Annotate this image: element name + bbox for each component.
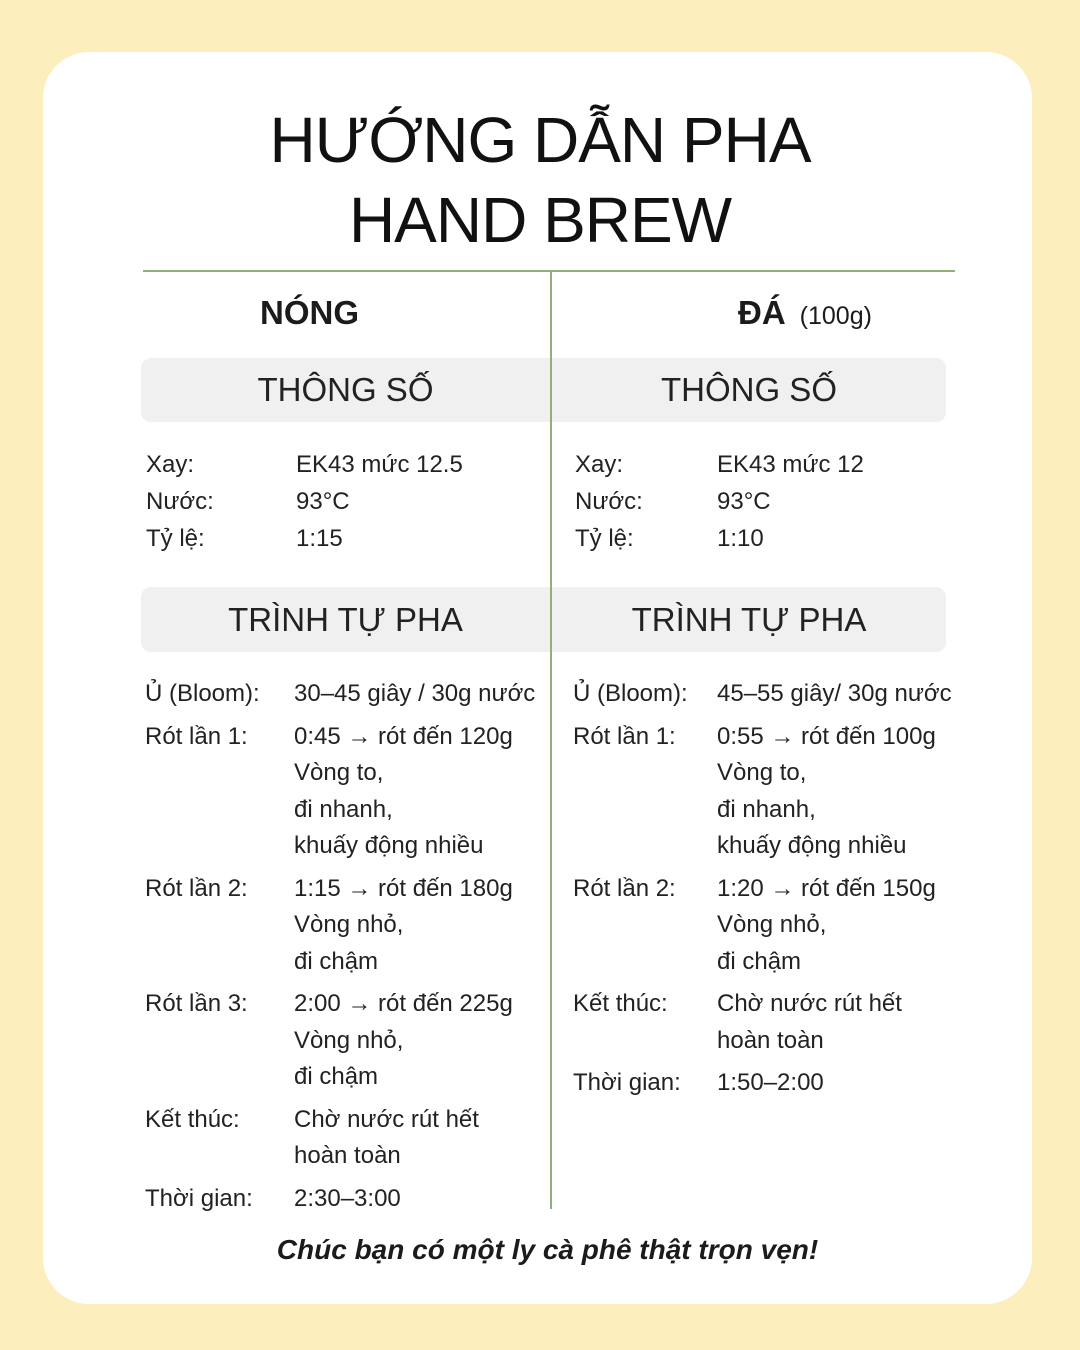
hot-step-label: Ủ (Bloom): — [145, 680, 260, 707]
iced-spec-label: Xay: — [575, 451, 624, 478]
iced-step-row — [573, 676, 952, 713]
hot-step-line: hoàn toàn — [294, 1142, 401, 1169]
iced-step-label: Rót lần 2: — [573, 874, 676, 902]
iced-heading-label: ĐÁ — [738, 294, 786, 331]
hot-step-detail — [294, 1102, 545, 1175]
hot-step-line: đi nhanh, — [294, 795, 393, 823]
iced-step-line: 1:20 → rót đến 150g — [717, 874, 936, 902]
iced-step-detail — [717, 986, 948, 1059]
hot-spec-value: EK43 mức 12.5 — [296, 451, 463, 478]
hot-spec-value: 1:15 — [296, 525, 343, 552]
hot-step-label: Kết thúc: — [145, 1105, 240, 1133]
hot-step-line: 2:00 → rót đến 225g — [294, 990, 513, 1017]
iced-spec-value: EK43 mức 12 — [717, 451, 864, 478]
iced-steps-list — [573, 676, 952, 1108]
title-line-2: HAND BREW — [348, 184, 732, 256]
hot-step-detail — [294, 871, 545, 981]
hot-step-line: Vòng to, — [294, 759, 384, 786]
hot-step-line: khuấy động nhiều — [294, 832, 484, 859]
hot-step-line: 1:15 → rót đến 180g — [294, 874, 513, 902]
hot-spec-value: 93°C — [296, 488, 350, 515]
iced-step-label: Ủ (Bloom): — [573, 680, 688, 707]
iced-step-row — [573, 871, 948, 981]
iced-spec-value: 93°C — [717, 488, 771, 515]
hot-steps-list — [145, 676, 545, 1223]
hot-specs-title: THÔNG SỐ — [141, 358, 550, 422]
hot-spec-label: Xay: — [146, 451, 195, 478]
hot-step-line: 2:30–3:00 — [294, 1184, 401, 1212]
iced-spec-row — [575, 446, 945, 483]
page-title — [0, 100, 1080, 260]
hot-spec-row — [146, 520, 546, 557]
iced-spec-label: Nước: — [575, 488, 643, 515]
iced-step-line: Vòng to, — [717, 759, 807, 786]
hot-step-label: Rót lần 1: — [145, 722, 248, 750]
hot-step-label: Rót lần 2: — [145, 874, 248, 902]
hot-step-line: đi chậm — [294, 1063, 379, 1090]
hot-step-row — [145, 676, 545, 713]
iced-step-detail — [717, 676, 952, 713]
hot-step-row — [145, 1102, 545, 1175]
hot-step-line: 30–45 giây / 30g nước — [294, 680, 536, 707]
iced-step-row — [573, 986, 948, 1059]
hot-step-line: 0:45 → rót đến 120g — [294, 722, 513, 750]
iced-step-detail — [717, 871, 948, 981]
iced-step-label: Rót lần 1: — [573, 722, 676, 750]
hot-spec-row — [146, 483, 546, 520]
hot-step-line: Vòng nhỏ, — [294, 911, 404, 938]
hot-step-line: Vòng nhỏ, — [294, 1026, 404, 1054]
title-line-1: HƯỚNG DẪN PHA — [269, 104, 811, 176]
iced-steps-title: TRÌNH TỰ PHA — [552, 587, 946, 652]
hot-step-label: Rót lần 3: — [145, 990, 248, 1017]
iced-step-line: khuấy động nhiều — [717, 832, 907, 859]
iced-step-label: Thời gian: — [573, 1069, 681, 1096]
iced-step-line: 1:50–2:00 — [717, 1069, 824, 1096]
iced-step-row — [573, 719, 948, 865]
hot-steps-title: TRÌNH TỰ PHA — [141, 587, 550, 652]
hot-step-line: đi chậm — [294, 947, 379, 975]
hot-specs-list — [146, 446, 546, 557]
hot-step-row — [145, 986, 545, 1096]
footer-message: Chúc bạn có một ly cà phê thật trọn vẹn! — [276, 1234, 819, 1265]
iced-step-detail — [717, 1065, 948, 1102]
hot-step-label: Thời gian: — [145, 1184, 253, 1212]
iced-step-line: hoàn toàn — [717, 1026, 824, 1054]
iced-step-line: Vòng nhỏ, — [717, 911, 827, 938]
iced-step-line: đi nhanh, — [717, 795, 816, 823]
hot-heading-label: NÓNG — [260, 294, 359, 331]
iced-heading-note: (100g) — [799, 302, 872, 330]
hot-step-detail — [294, 1181, 545, 1218]
hot-step-row — [145, 871, 545, 981]
hot-step-detail — [294, 986, 545, 1096]
hot-heading — [260, 294, 359, 332]
iced-specs-list — [575, 446, 945, 557]
hot-step-row — [145, 719, 545, 865]
hot-step-line: Chờ nước rút hết — [294, 1105, 479, 1133]
iced-step-line: 0:55 → rót đến 100g — [717, 722, 936, 750]
iced-specs-title: THÔNG SỐ — [552, 358, 946, 422]
iced-spec-row — [575, 483, 945, 520]
hot-step-detail — [294, 676, 545, 713]
iced-step-detail — [717, 719, 948, 865]
hot-step-detail — [294, 719, 545, 865]
iced-step-line: 45–55 giây/ 30g nước — [717, 680, 952, 707]
iced-step-label: Kết thúc: — [573, 990, 668, 1017]
hot-spec-label: Tỷ lệ: — [146, 525, 205, 552]
iced-step-line: đi chậm — [717, 947, 802, 975]
iced-step-row — [573, 1065, 948, 1102]
horizontal-divider — [143, 270, 955, 272]
iced-spec-row — [575, 520, 945, 557]
iced-spec-label: Tỷ lệ: — [575, 525, 634, 552]
hot-spec-label: Nước: — [146, 488, 214, 515]
hot-step-row — [145, 1181, 545, 1218]
iced-spec-value: 1:10 — [717, 525, 764, 552]
hot-spec-row — [146, 446, 546, 483]
iced-heading — [738, 294, 872, 332]
iced-step-line: Chờ nước rút hết — [717, 990, 902, 1017]
